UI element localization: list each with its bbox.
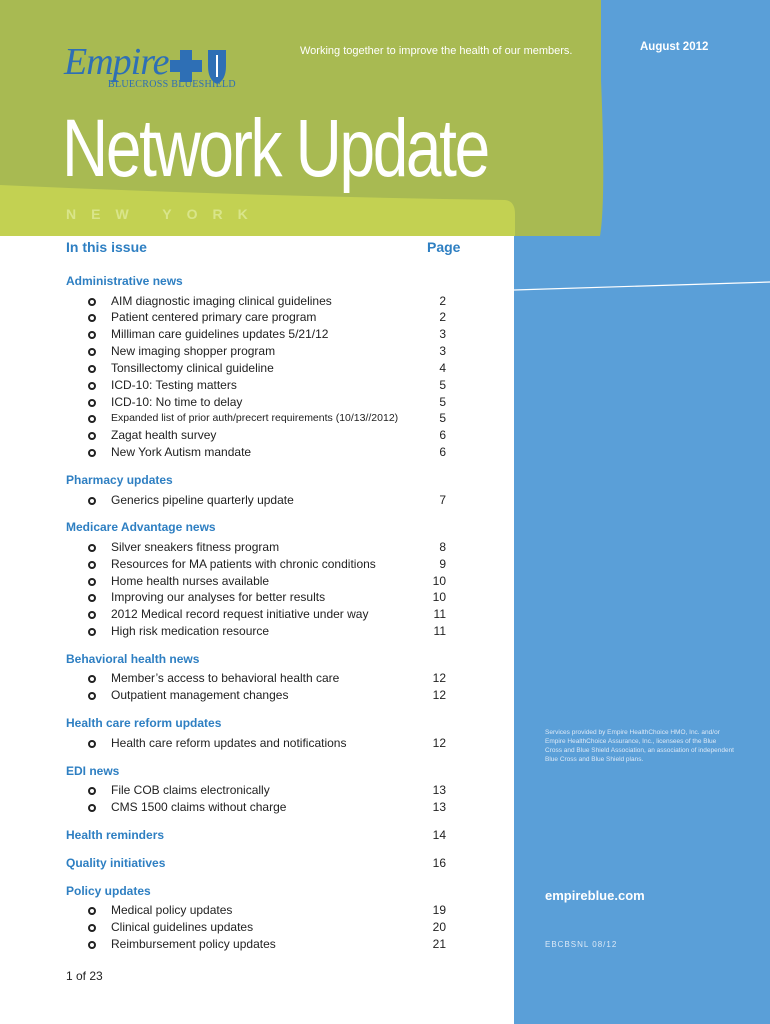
toc-item[interactable] — [0, 624, 460, 640]
bullet-icon — [88, 692, 96, 700]
toc-item-label: File COB claims electronically — [111, 783, 270, 797]
toc-item[interactable] — [0, 671, 460, 687]
bullet-icon — [88, 675, 96, 683]
bullet-icon — [88, 365, 96, 373]
toc-section-heading[interactable]: EDI news — [66, 763, 120, 778]
bullet-icon — [88, 561, 96, 569]
toc-page-heading: Page — [427, 239, 461, 255]
toc-item[interactable] — [0, 800, 460, 816]
bullet-icon — [88, 449, 96, 457]
toc-item[interactable] — [0, 310, 460, 326]
toc-section-heading[interactable]: Administrative news — [66, 274, 183, 288]
bullet-icon — [88, 628, 96, 636]
toc-item-label: Medical policy updates — [111, 903, 233, 918]
newsletter-title: Network Update — [62, 103, 488, 194]
toc-page-number: 14 — [432, 827, 446, 842]
toc-page-number: 13 — [432, 799, 446, 814]
toc-item[interactable] — [0, 327, 460, 343]
toc-heading: In this issue — [66, 239, 147, 255]
toc-page-number: 12 — [432, 735, 446, 750]
region-label: NEW YORK — [66, 206, 263, 222]
bullet-icon — [88, 907, 96, 915]
toc-page-number: 21 — [432, 936, 446, 951]
toc-page-number: 2 — [439, 293, 446, 308]
toc-item-label: Home health nurses available — [111, 573, 270, 588]
toc-section-heading[interactable]: Quality initiatives — [66, 855, 166, 870]
bullet-icon — [88, 941, 96, 949]
bullet-icon — [88, 497, 96, 505]
toc-item[interactable] — [0, 344, 460, 360]
toc-item-label: New imaging shopper program — [111, 344, 276, 359]
toc-item[interactable] — [0, 590, 460, 606]
toc-item[interactable] — [0, 411, 460, 427]
toc-page-number: 2 — [439, 310, 446, 325]
toc-item-label: ICD-10: Testing matters — [111, 377, 237, 392]
toc-item-label: Milliman care guidelines updates 5/21/12 — [111, 327, 329, 342]
toc-item-label: Zagat health survey — [111, 428, 217, 443]
toc-page-number: 5 — [439, 394, 446, 409]
bullet-icon — [88, 298, 96, 306]
toc-item-label: Health care reform updates and notifications — [111, 735, 347, 750]
toc-section-page-row — [0, 856, 460, 872]
bullet-icon — [88, 740, 96, 748]
toc-item-label: Clinical guidelines updates — [111, 920, 254, 935]
page-number: 1 of 23 — [66, 969, 103, 983]
toc-item[interactable] — [0, 428, 460, 444]
toc-item[interactable] — [0, 378, 460, 394]
toc-item-label: AIM diagnostic imaging clinical guidelines — [111, 293, 332, 308]
toc-page-number: 12 — [432, 688, 446, 703]
toc-item-label: Member’s access to behavioral health care — [111, 671, 340, 686]
toc-section-heading[interactable]: Health care reform updates — [66, 716, 222, 731]
tagline: Working together to improve the health of our members. — [300, 45, 573, 57]
toc-item[interactable] — [0, 493, 460, 509]
toc-page-number: 20 — [432, 920, 446, 935]
bullet-icon — [88, 594, 96, 602]
bullet-icon — [88, 578, 96, 586]
toc-section-heading[interactable]: Medicare Advantage news — [66, 520, 216, 535]
toc-item-label: Patient centered primary care program — [111, 310, 317, 325]
toc-section-heading[interactable]: Behavioral health news — [66, 651, 200, 666]
toc-page-number: 6 — [439, 428, 446, 443]
toc-section-heading[interactable]: Pharmacy updates — [66, 473, 173, 487]
toc-page-number: 13 — [432, 783, 446, 797]
toc-section-heading[interactable]: Health reminders — [66, 827, 165, 842]
bullet-icon — [88, 399, 96, 407]
document-code: EBCBSNL 08/12 — [545, 940, 618, 949]
toc-item[interactable] — [0, 607, 460, 623]
toc-page-number: 3 — [439, 327, 446, 342]
issue-date: August 2012 — [640, 41, 709, 53]
toc-item-label: Tonsillectomy clinical guideline — [111, 360, 274, 375]
toc-page-number: 4 — [439, 360, 446, 375]
toc-item[interactable] — [0, 445, 460, 461]
toc-item[interactable] — [0, 294, 460, 310]
toc-item-label: Silver sneakers fitness program — [111, 539, 280, 554]
toc-page-number: 16 — [432, 855, 446, 870]
toc-page-number: 10 — [432, 590, 446, 605]
toc-item[interactable] — [0, 361, 460, 377]
toc-page-number: 5 — [439, 411, 446, 426]
toc-item-label: CMS 1500 claims without charge — [111, 799, 287, 814]
toc-item-label: Generics pipeline quarterly update — [111, 492, 294, 507]
toc-item[interactable] — [0, 688, 460, 704]
bullet-icon — [88, 314, 96, 322]
toc-item[interactable] — [0, 736, 460, 752]
bullet-icon — [88, 544, 96, 552]
toc-page-number: 5 — [439, 377, 446, 392]
bullet-icon — [88, 611, 96, 619]
bullet-icon — [88, 331, 96, 339]
toc-page-number: 3 — [439, 344, 446, 359]
bullet-icon — [88, 787, 96, 795]
toc-page-number: 6 — [439, 445, 446, 460]
empire-logo-subtitle: BLUECROSS BLUESHIELD — [108, 79, 236, 90]
toc-item[interactable] — [0, 783, 460, 799]
toc-item-label: 2012 Medical record request initiative under way — [111, 607, 369, 622]
toc-item-label: Expanded list of prior auth/precert requirements (10/13//2012) — [111, 412, 399, 425]
toc-page-number: 11 — [433, 607, 446, 622]
toc-item-label: ICD-10: No time to delay — [111, 394, 243, 409]
toc-item[interactable] — [0, 540, 460, 556]
toc-page-number: 19 — [432, 903, 446, 918]
empire-logo-word: Empire — [64, 41, 169, 83]
toc-item-label: Outpatient management changes — [111, 688, 289, 703]
bullet-icon — [88, 924, 96, 932]
toc-item[interactable] — [0, 574, 460, 590]
toc-page-number: 12 — [432, 671, 446, 686]
toc-item[interactable] — [0, 937, 460, 953]
toc-item[interactable] — [0, 920, 460, 936]
website-link[interactable]: empireblue.com — [545, 888, 645, 903]
toc-section-page-row — [0, 828, 460, 844]
toc-page-number: 7 — [439, 492, 446, 507]
toc-item-label: Reimbursement policy updates — [111, 936, 276, 951]
bullet-icon — [88, 432, 96, 440]
toc-page-number: 8 — [439, 539, 446, 554]
toc-item-label: Improving our analyses for better results — [111, 590, 326, 605]
toc-page-number: 11 — [433, 624, 446, 639]
toc-item-label: Resources for MA patients with chronic conditions — [111, 556, 376, 571]
toc-item[interactable] — [0, 903, 460, 919]
toc-item-label: High risk medication resource — [111, 624, 270, 639]
bullet-icon — [88, 382, 96, 390]
bullet-icon — [88, 348, 96, 356]
toc-section-heading[interactable]: Policy updates — [66, 883, 151, 898]
services-disclaimer: Services provided by Empire HealthChoice HMO, Inc. and/or Empire HealthChoice Assurance, Inc., licensees of the Blue Cross and Blue Shield Association, an association of independent Blue Cross and Blue Shield plans. — [545, 729, 734, 763]
toc-page-number: 10 — [432, 573, 446, 588]
toc-item[interactable] — [0, 557, 460, 573]
bullet-icon — [88, 804, 96, 812]
toc-page-number: 9 — [439, 556, 446, 571]
bullet-icon — [88, 415, 96, 423]
toc-item[interactable] — [0, 395, 460, 411]
toc-item-label: New York Autism mandate — [111, 445, 252, 460]
